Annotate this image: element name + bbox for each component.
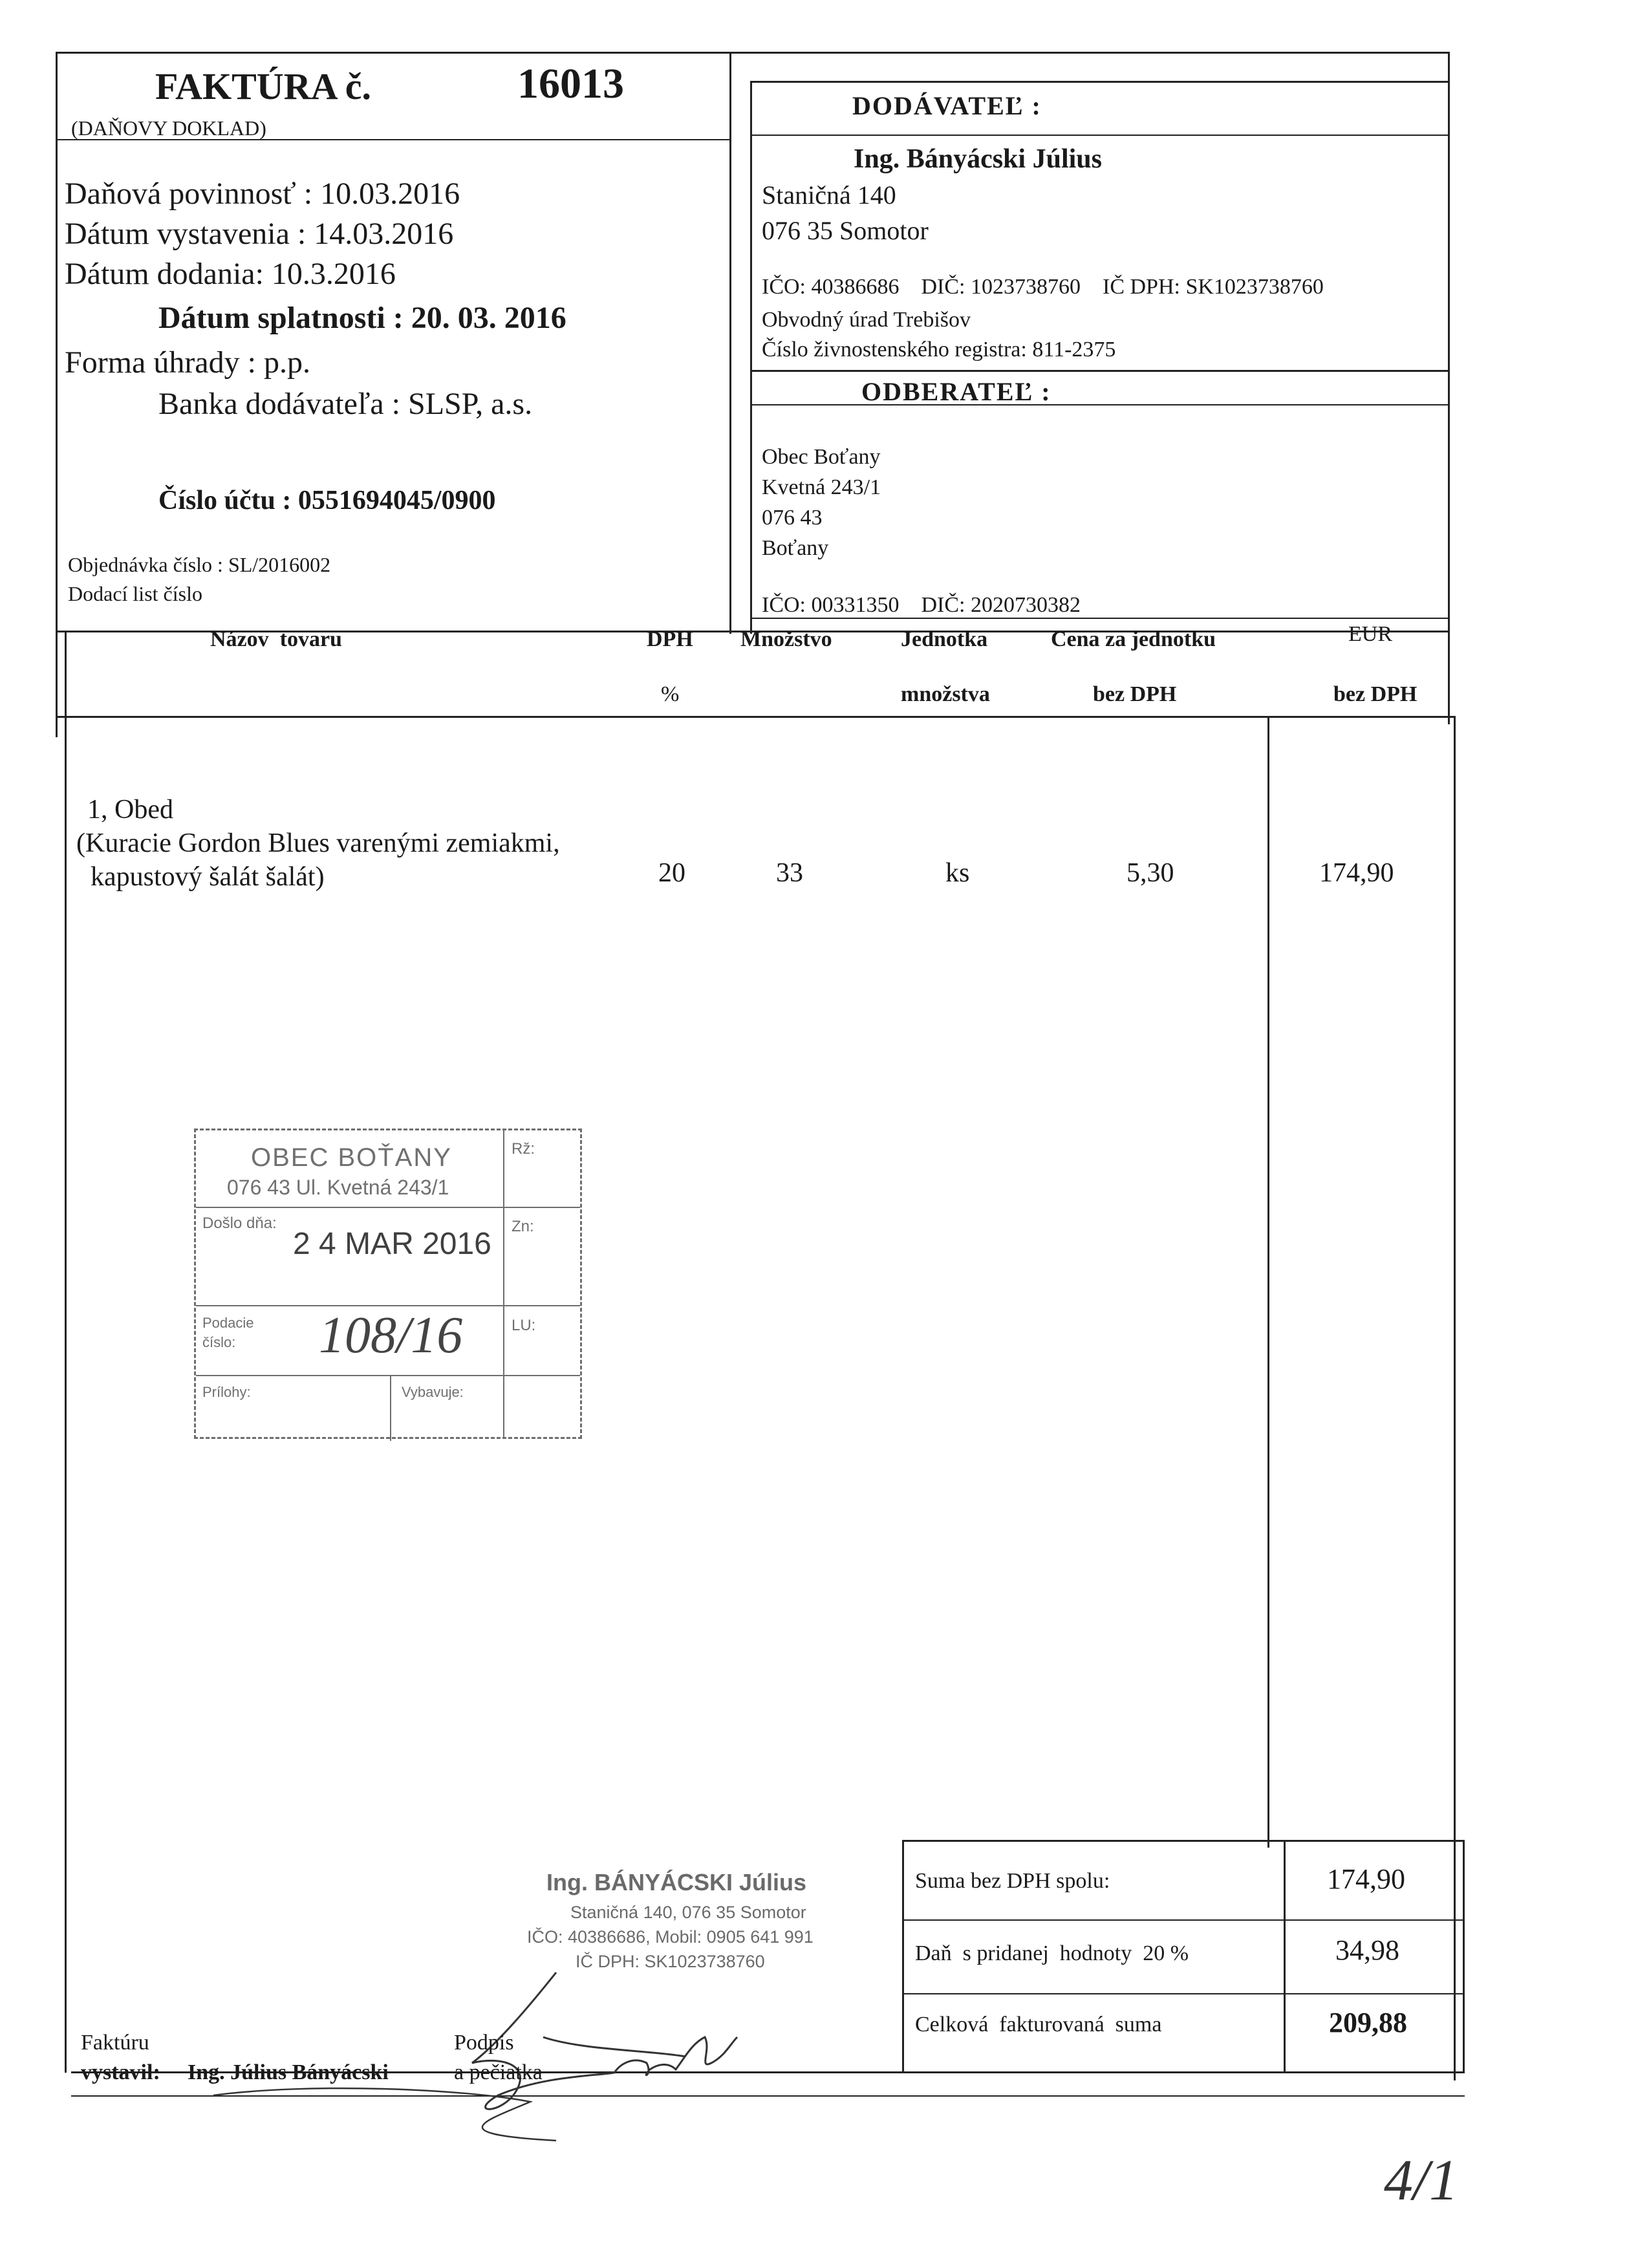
supplier-office: Obvodný úrad Trebišov (762, 308, 971, 332)
issuer-name: Ing. Július Bányácski (188, 2060, 389, 2084)
subtotal-value: 174,90 (1327, 1863, 1405, 1895)
col-header-eur: EUR (1348, 622, 1392, 646)
stamp-rz-label: Rž: (512, 1140, 535, 1158)
signature-label-1: Podpis (454, 2031, 514, 2055)
total-label: Celková fakturovaná suma (915, 2013, 1162, 2036)
customer-city: Boťany (762, 536, 829, 560)
tax-duty-date: Daňová povinnosť : 10.03.2016 (65, 177, 460, 211)
stamp-reg-number: 108/16 (319, 1307, 463, 1364)
stamp-received-label: Došlo dňa: (202, 1215, 277, 1232)
totals-row-rule-1 (902, 1919, 1465, 1921)
delivery-date: Dátum dodania: 10.3.2016 (65, 257, 396, 291)
stamp-attachments-label: Prílohy: (202, 1384, 251, 1400)
totals-box-top (902, 1840, 1465, 1842)
invoice-subtitle: (DAŇOVY DOKLAD) (71, 116, 266, 140)
col-header-price: Cena za jednotku (1051, 627, 1216, 651)
payment-form: Forma úhrady : p.p. (65, 345, 310, 380)
table-left (65, 631, 67, 2073)
signature-label-2: a pečiatka (454, 2060, 543, 2084)
stamp-reg-label-2: číslo: (202, 1334, 236, 1350)
item-price: 5,30 (1126, 858, 1174, 888)
table-header-bottom (56, 716, 1454, 718)
supplier-box-top (750, 81, 1450, 83)
registry-stamp (194, 1129, 582, 1439)
page-mark: 4/1 (1384, 2148, 1459, 2212)
item-total: 174,90 (1319, 858, 1394, 888)
item-line-3: kapustový šalát šalát) (91, 862, 325, 892)
stamp-address: 076 43 Ul. Kvetná 243/1 (227, 1176, 449, 1199)
company-stamp-ico-mobile: IČO: 40386686, Mobil: 0905 641 991 (527, 1927, 814, 1947)
customer-zip: 076 43 (762, 506, 823, 530)
stamp-received-date: 2 4 MAR 2016 (293, 1227, 491, 1261)
supplier-box-left (750, 81, 752, 634)
customer-heading-rule (750, 404, 1450, 405)
customer-heading: ODBERATEĽ : (861, 377, 1051, 406)
item-vat: 20 (658, 858, 685, 888)
invoice-title: FAKTÚRA č. (155, 65, 372, 107)
company-stamp-vat-id: IČ DPH: SK1023738760 (576, 1952, 765, 1971)
customer-bottom-rule (750, 618, 1450, 619)
frame-left (56, 52, 58, 737)
eur-column-divider (1267, 716, 1269, 1848)
frame-right-top (1448, 52, 1450, 724)
supplier-street: Staničná 140 (762, 180, 896, 210)
customer-top-rule (750, 370, 1450, 372)
col-header-vat-unit: % (661, 682, 680, 706)
total-value: 209,88 (1329, 2007, 1407, 2038)
invoice-number: 16013 (517, 60, 624, 107)
customer-street: Kvetná 243/1 (762, 475, 881, 499)
supplier-registry: Číslo živnostenského registra: 811-2375 (762, 338, 1116, 362)
stamp-title: OBEC BOŤANY (251, 1143, 452, 1172)
col-header-qty: Množstvo (740, 627, 832, 651)
stamp-zn-label: Zn: (512, 1218, 534, 1235)
col-header-eur-2: bez DPH (1333, 682, 1417, 706)
item-qty: 33 (776, 858, 803, 888)
totals-row-rule-2 (902, 1993, 1465, 1994)
delivery-note-number: Dodací list číslo (68, 582, 202, 605)
supplier-name: Ing. Bányácski Július (854, 144, 1102, 174)
customer-ids: IČO: 00331350 DIČ: 2020730382 (762, 593, 1081, 617)
col-header-name: Názov tovaru (210, 627, 342, 651)
issued-by-label-1: Faktúru (81, 2031, 149, 2055)
supplier-bank: Banka dodávateľa : SLSP, a.s. (158, 387, 533, 421)
item-line-1: 1, Obed (87, 795, 173, 825)
company-stamp-address: Staničná 140, 076 35 Somotor (570, 1903, 806, 1922)
table-right (1454, 716, 1456, 2080)
account-number: Číslo účtu : 0551694045/0900 (158, 486, 496, 515)
stamp-lu-label: LU: (512, 1317, 536, 1334)
order-number: Objednávka číslo : SL/2016002 (68, 553, 331, 576)
supplier-heading-rule (750, 135, 1450, 136)
item-line-2: (Kuracie Gordon Blues varenými zemiakmi, (76, 828, 560, 858)
col-header-price-2: bez DPH (1093, 682, 1177, 706)
col-header-vat: DPH (647, 627, 693, 651)
col-header-unit-2: množstva (901, 682, 990, 706)
frame-top (56, 52, 1450, 54)
totals-box-right (1463, 1840, 1465, 2073)
item-unit: ks (945, 858, 970, 888)
customer-name: Obec Boťany (762, 445, 881, 469)
company-stamp-name: Ing. BÁNYÁCSKI Július (546, 1869, 807, 1895)
subtotal-label: Suma bez DPH spolu: (915, 1869, 1110, 1893)
stamp-handles-label: Vybavuje: (402, 1384, 464, 1400)
issue-date: Dátum vystavenia : 14.03.2016 (65, 217, 454, 251)
vat-value: 34,98 (1335, 1934, 1399, 1966)
supplier-ids: IČO: 40386686 DIČ: 1023738760 IČ DPH: SK1023738760 (762, 275, 1324, 299)
supplier-heading: DODÁVATEĽ : (852, 91, 1042, 120)
col-header-unit: Jednotka (901, 627, 988, 651)
vat-label: Daň s pridanej hodnoty 20 % (915, 1941, 1189, 1965)
due-date: Dátum splatnosti : 20. 03. 2016 (158, 301, 566, 335)
issued-by-label-2: vystavil: (81, 2060, 160, 2084)
totals-value-divider (1284, 1840, 1286, 2073)
supplier-city: 076 35 Somotor (762, 216, 929, 245)
stamp-reg-label-1: Podacie (202, 1315, 254, 1331)
